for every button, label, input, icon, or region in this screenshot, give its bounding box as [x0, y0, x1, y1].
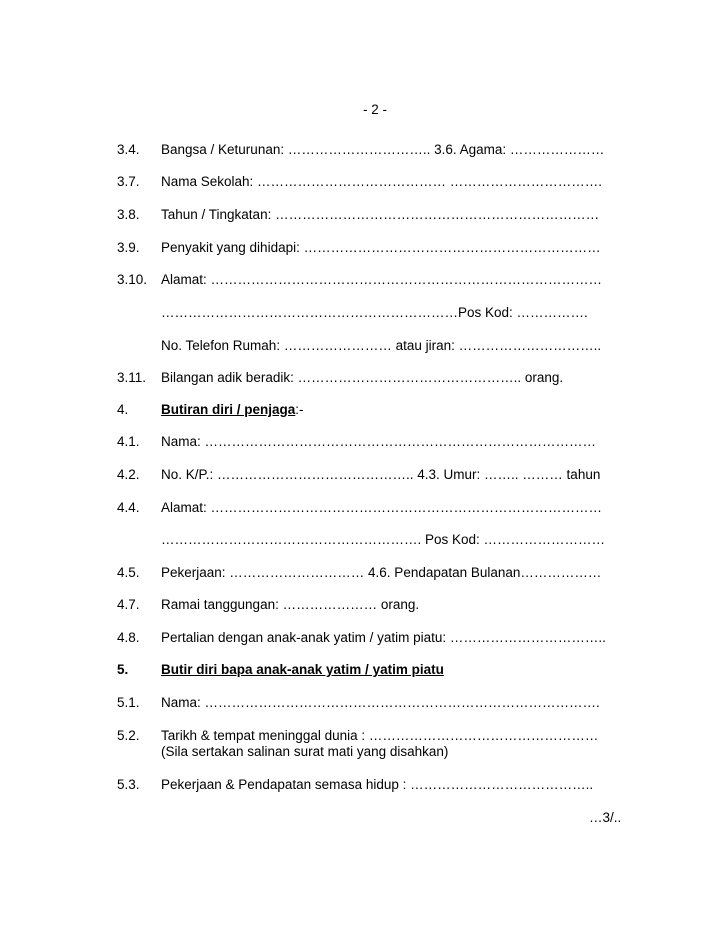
item-number: 4.1.: [117, 434, 140, 449]
item-number: 3.7.: [117, 174, 140, 189]
item-number: 3.8.: [117, 207, 140, 222]
item-number: 4.2.: [117, 467, 140, 482]
item-text: Alamat: ……………………………………………………………………………: [161, 500, 603, 515]
item-text: Alamat: ……………………………………………………………………………: [161, 272, 603, 287]
section-title: Butiran diri / penjaga: [161, 402, 296, 417]
section-title-suffix: :-: [295, 402, 304, 417]
item-text: Pekerjaan: ………………………… 4.6. Pendapatan Bulanan………………: [161, 565, 602, 580]
item-number: 4.5.: [117, 565, 140, 580]
item-number: 3.10.: [117, 272, 148, 287]
item-number: 3.11.: [117, 370, 147, 385]
item-text: …………………………………………………. Pos Kod: ………………………: [161, 532, 606, 547]
item-text: Pekerjaan & Pendapatan semasa hidup : …………………………………..: [161, 777, 594, 792]
item-number: 5.1.: [117, 695, 140, 710]
item-number: 4.7.: [117, 597, 140, 612]
item-text: Bangsa / Keturunan: ………………………….. 3.6. Agama: …………………: [161, 142, 605, 157]
continuation-marker: …3/..: [589, 810, 622, 825]
item-text: Pertalian dengan anak-anak yatim / yatim piatu: ……………………………..: [161, 630, 606, 645]
item-note: (Sila sertakan salinan surat mati yang disahkan): [161, 744, 449, 759]
item-number: 3.4.: [117, 142, 140, 157]
item-text: …………………………………………………………Pos Kod: …………….: [161, 305, 588, 320]
item-text: Nama: …………………………………………………………………………….: [161, 695, 600, 710]
page-number: - 2 -: [362, 102, 387, 117]
item-text: Bilangan adik beradik: ………………………………………….. orang.: [161, 370, 564, 385]
item-text: No. K/P.: …………………………………….. 4.3. Umur: …….. ……… tahun: [161, 467, 601, 482]
item-number: 4.8.: [117, 630, 140, 645]
item-text: Penyakit yang dihidapi: …………………………………………………………: [161, 240, 601, 255]
item-text: Nama Sekolah: …………………………………… …………………………….: [161, 174, 603, 189]
item-number: 5.2.: [117, 728, 140, 743]
item-number: 4.: [117, 402, 129, 417]
item-number: 5.3.: [117, 777, 140, 792]
section-title: Butir diri bapa anak-anak yatim / yatim piatu: [161, 662, 444, 677]
item-text: Tarikh & tempat meninggal dunia : ……………………………………………: [161, 728, 599, 743]
item-text: Tahun / Tingkatan: ………………………………………………………………: [161, 207, 600, 222]
item-text: Nama: ……………………………………………………………………………: [161, 434, 597, 449]
item-text: No. Telefon Rumah: …………………… atau jiran: …………………………..: [161, 338, 602, 353]
item-text: Ramai tanggungan: ………………… orang.: [161, 597, 420, 612]
item-text: [161, 402, 304, 417]
item-number: 3.9.: [117, 240, 140, 255]
item-number: 5.: [117, 662, 129, 677]
item-number: 4.4.: [117, 500, 140, 515]
